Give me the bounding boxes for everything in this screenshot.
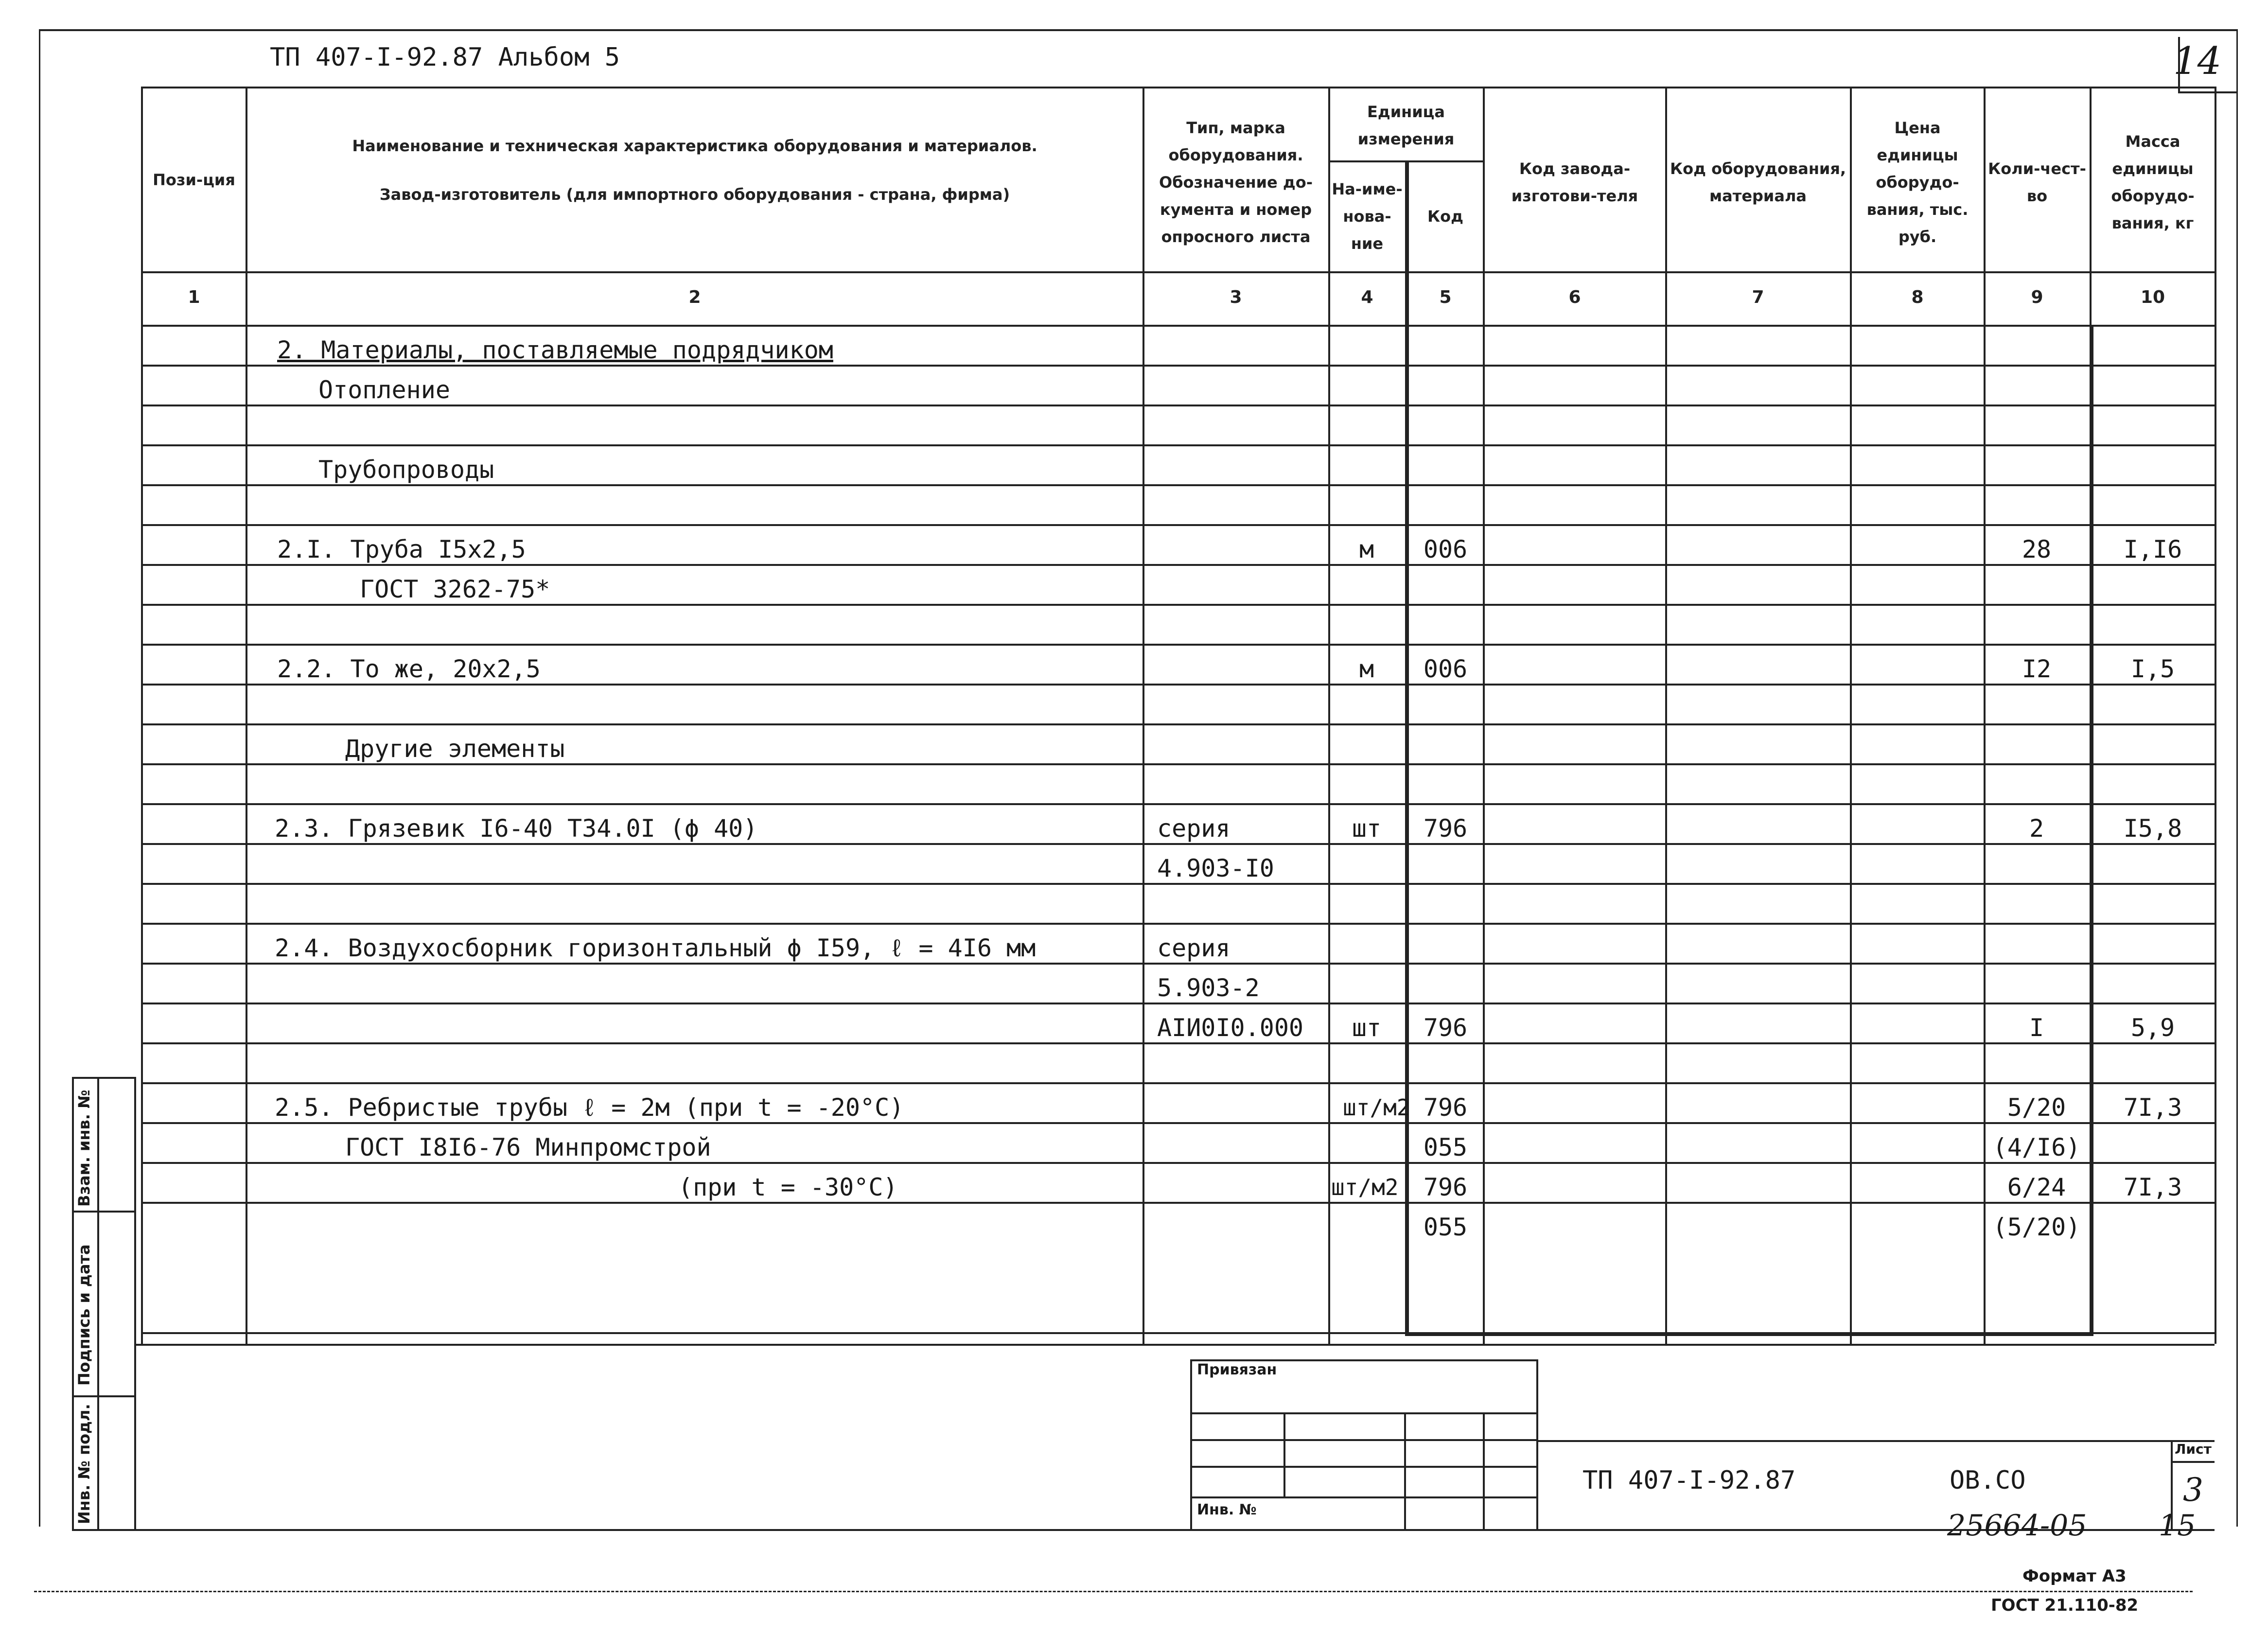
sheet-number: 3	[2183, 1471, 2203, 1509]
row-12-qty: 2	[2029, 814, 2044, 843]
row-6-code: 006	[1423, 535, 1468, 563]
side-stamp-left-line	[72, 1077, 74, 1529]
row-8-unit: м	[1359, 655, 1374, 683]
col-line-6	[1483, 87, 1485, 1344]
row-17-mass: 5,9	[2130, 1014, 2175, 1042]
doc-mark: ОВ.СО	[1950, 1466, 2026, 1495]
frame-right-edge	[2236, 29, 2238, 1527]
col-header-9: Коли-чест-во	[1988, 159, 2086, 205]
table-top-line	[141, 87, 2215, 88]
row-17-unit: шт	[1352, 1014, 1382, 1042]
row-line	[141, 644, 2215, 646]
frame-left-edge	[39, 29, 40, 1527]
album-title: ТП 407-I-92.87 Альбом 5	[270, 43, 620, 72]
row-line	[141, 564, 2215, 566]
row-2-name: Отопление	[318, 376, 450, 404]
side-stamp-div-1	[72, 1211, 134, 1213]
col-header-8: Цена единицы оборудо-вания, тыс. руб.	[1866, 119, 1969, 246]
row-line	[141, 1003, 2215, 1004]
frame-top	[39, 29, 2236, 31]
side-sign-date: Подпись и дата	[75, 1244, 93, 1386]
unit-group-header: Единица измерения	[1357, 103, 1455, 148]
col-num-2: 2	[688, 287, 701, 307]
col-line-right	[2215, 87, 2216, 1344]
row-line	[141, 883, 2215, 885]
row-16-type: 5.903-2	[1157, 974, 1260, 1002]
doc-code: ТП 407-I-92.87	[1582, 1466, 1796, 1495]
row-line	[141, 1202, 2215, 1204]
row-line	[141, 963, 2215, 965]
row-20-qty: (4/I6)	[1992, 1133, 2081, 1161]
col-header-3: Тип, марка оборудования. Обозначение до-кумента и номер опросного листа	[1159, 119, 1313, 246]
attached-left	[1190, 1359, 1192, 1529]
side-stamp-right-line	[134, 1077, 136, 1529]
table-bottom-line	[141, 1332, 2215, 1334]
col-num-4: 4	[1361, 287, 1373, 307]
row-line	[141, 1042, 2215, 1044]
attached-label: Привязан	[1197, 1361, 1277, 1378]
col-header-2-line2: Завод-изготовитель (для импортного оборудования - страна, фирма)	[379, 185, 1010, 204]
cut-line	[34, 1591, 2193, 1592]
row-line	[141, 684, 2215, 686]
col-num-9: 9	[2031, 287, 2043, 307]
col-num-7: 7	[1752, 287, 1764, 307]
page-box-bottom	[2178, 91, 2236, 93]
page-number: 14	[2173, 39, 2222, 83]
page-box-left	[2178, 37, 2180, 91]
row-line	[141, 405, 2215, 406]
row-line	[141, 604, 2215, 606]
col-line-7	[1665, 87, 1667, 1344]
row-1-name: 2. Материалы, поставляемые подрядчиком	[277, 336, 833, 364]
row-line	[141, 1082, 2215, 1084]
col-header-10: Масса единицы оборудо-вания, кг	[2111, 132, 2195, 232]
row-22-qty: (5/20)	[1992, 1213, 2081, 1241]
row-12-mass: I5,8	[2123, 814, 2182, 843]
row-17-code: 796	[1423, 1014, 1468, 1042]
row-19-unit: шт/м2	[1343, 1094, 1410, 1121]
row-22-code: 055	[1423, 1213, 1468, 1241]
col-num-10: 10	[2140, 287, 2165, 307]
row-line	[141, 763, 2215, 765]
row-21-code: 796	[1423, 1173, 1468, 1201]
row-8-mass: I,5	[2130, 655, 2175, 683]
row-6-qty: 28	[2022, 535, 2052, 563]
handwritten-page: 15	[2159, 1509, 2196, 1543]
row-10-name: Другие элементы	[345, 735, 565, 763]
col-num-6: 6	[1568, 287, 1581, 307]
row-19-code: 796	[1423, 1093, 1468, 1122]
row-15-name: 2.4. Воздухосборник горизонтальный ϕ I59, ℓ = 4I6 мм	[275, 934, 1036, 962]
row-17-type: AIИ0I0.000	[1157, 1014, 1304, 1042]
col-line-5-thick	[1405, 160, 1409, 1336]
col-line-2	[246, 87, 247, 1344]
row-8-name: 2.2. То же, 20x2,5	[277, 655, 541, 683]
row-line	[141, 524, 2215, 526]
frame-inner-line	[134, 1344, 2215, 1346]
row-15-type: серия	[1157, 934, 1231, 962]
row-line	[141, 365, 2215, 367]
gost-label: ГОСТ 21.110-82	[1991, 1596, 2139, 1615]
row-17-qty: I	[2029, 1014, 2044, 1042]
row-20-name: ГОСТ I8I6-76 Минпромстрой	[345, 1133, 711, 1161]
row-6-mass: I,I6	[2123, 535, 2182, 563]
row-line	[141, 723, 2215, 725]
row-6-unit: м	[1359, 535, 1374, 563]
col-header-2-line1: Наименование и техническая характеристика оборудования и материалов.	[352, 137, 1037, 155]
row-19-mass: 7I,3	[2123, 1093, 2182, 1122]
side-replace-inv: Взам. инв. №	[75, 1090, 93, 1207]
col-header-6: Код завода-изготови-теля	[1511, 159, 1638, 205]
attached-right	[1536, 1359, 1538, 1529]
side-inv-orig: Инв. № подл.	[75, 1404, 93, 1524]
row-20-code: 055	[1423, 1133, 1468, 1161]
row-line	[141, 923, 2215, 925]
stamp-top	[1536, 1440, 2215, 1442]
row-12-type: серия	[1157, 814, 1231, 843]
row-12-code: 796	[1423, 814, 1468, 843]
col-header-1: Пози-ция	[153, 171, 235, 189]
col-line-3	[1143, 87, 1144, 1344]
row-13-type: 4.903-I0	[1157, 854, 1274, 882]
frame-bottom-line	[72, 1529, 2215, 1531]
row-8-code: 006	[1423, 655, 1468, 683]
row-21-qty: 6/24	[2007, 1173, 2066, 1201]
attached-col-3	[1483, 1412, 1485, 1529]
sheet-box-line	[2171, 1461, 2215, 1463]
row-19-qty: 5/20	[2007, 1093, 2066, 1122]
attached-col-1	[1283, 1412, 1285, 1496]
row-6-name: 2.I. Труба I5x2,5	[277, 535, 526, 563]
format-label: Формат А3	[2022, 1566, 2127, 1586]
sheet-label: Лист	[2175, 1441, 2212, 1457]
row-line	[141, 444, 2215, 446]
row-21-unit: шт/м2	[1331, 1174, 1399, 1200]
row-19-name: 2.5. Ребристые трубы ℓ = 2м (при t = -20°C)	[275, 1093, 904, 1122]
side-stamp-mid-line	[97, 1077, 99, 1529]
row-line	[141, 1122, 2215, 1124]
row-line	[141, 1162, 2215, 1164]
col-num-8: 8	[1911, 287, 1924, 307]
colnum-bottom-line	[141, 325, 2215, 327]
row-21-mass: 7I,3	[2123, 1173, 2182, 1201]
row-8-qty: I2	[2022, 655, 2052, 683]
row-4-name: Трубопроводы	[318, 456, 494, 484]
col-line-10	[2090, 87, 2092, 325]
row-7-name: ГОСТ 3262-75*	[360, 575, 550, 603]
col-num-5: 5	[1439, 287, 1452, 307]
side-stamp-div-2	[72, 1395, 134, 1397]
row-12-name: 2.3. Грязевик I6-40 Т34.0I (ϕ 40)	[275, 814, 758, 843]
inv-no-label: Инв. №	[1197, 1501, 1257, 1518]
row-line	[141, 803, 2215, 805]
col-header-4: На-име-нова-ние	[1332, 180, 1403, 253]
attached-col-2	[1404, 1412, 1406, 1529]
row-21-name: (при t = -30°C)	[678, 1173, 898, 1201]
row-line	[141, 484, 2215, 486]
row-12-unit: шт	[1352, 814, 1382, 843]
col-num-3: 3	[1230, 287, 1242, 307]
col-num-1: 1	[188, 287, 200, 307]
side-stamp-top	[72, 1077, 134, 1079]
col-header-7: Код оборудования, материала	[1670, 159, 1846, 205]
handwritten-number: 25664-05	[1947, 1509, 2087, 1543]
col-header-5: Код	[1427, 207, 1463, 226]
row-line	[141, 843, 2215, 845]
col-line-8	[1850, 87, 1852, 1344]
